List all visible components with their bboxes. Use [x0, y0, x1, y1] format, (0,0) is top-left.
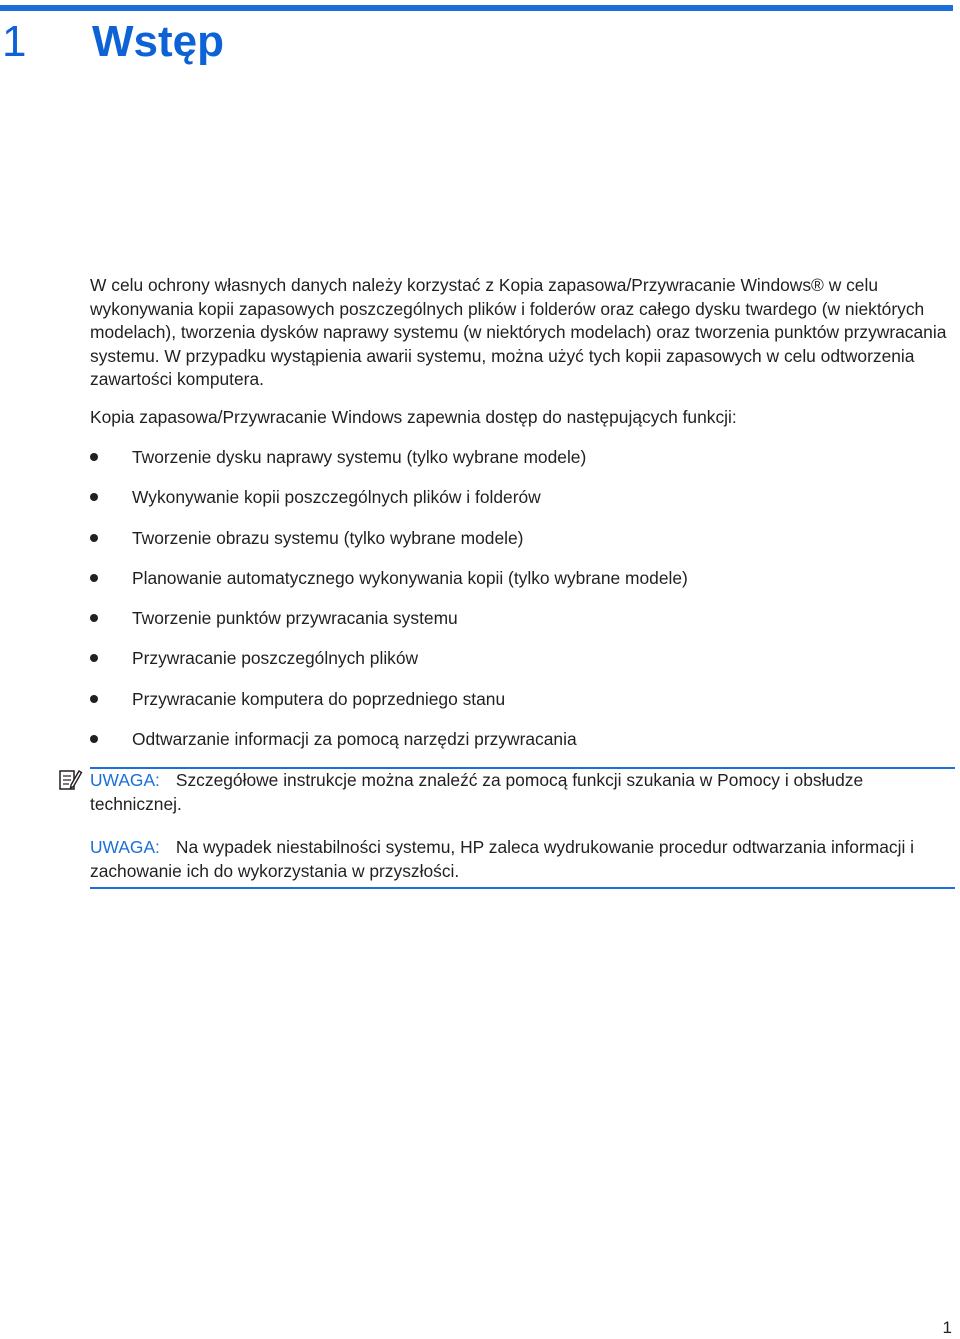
chapter-title: Wstęp	[92, 17, 224, 66]
list-item	[90, 558, 955, 598]
bullet-icon	[90, 735, 98, 743]
note-label: UWAGA:	[90, 837, 160, 858]
chapter-number: 1	[2, 17, 27, 66]
page-content	[90, 274, 955, 889]
list-item	[90, 437, 955, 477]
list-item-text: Tworzenie dysku naprawy systemu (tylko wybrane modele)	[132, 447, 587, 467]
chapter-heading	[0, 12, 224, 72]
list-item	[90, 638, 955, 678]
list-item	[90, 518, 955, 558]
list-item	[90, 477, 955, 517]
list-item-text: Tworzenie obrazu systemu (tylko wybrane modele)	[132, 527, 524, 548]
feature-list	[90, 437, 955, 759]
list-item-text: Tworzenie punktów przywracania systemu	[132, 608, 458, 629]
list-item	[90, 719, 955, 759]
list-item-text: Odtwarzanie informacji za pomocą narzędzi przywracania	[132, 729, 577, 750]
list-item-text: Planowanie automatycznego wykonywania kopii (tylko wybrane modele)	[132, 567, 688, 588]
bullet-icon	[90, 493, 98, 501]
note-text: Szczegółowe instrukcje można znaleźć za pomocą funkcji szukania w Pomocy i obsłudze technicznej.	[90, 770, 864, 814]
bullet-icon	[90, 453, 98, 461]
list-item-text: Przywracanie komputera do poprzedniego stanu	[132, 688, 506, 709]
bullet-icon	[90, 534, 98, 542]
note-box	[90, 836, 955, 889]
list-item-text: Wykonywanie kopii poszczególnych plików i folderów	[132, 487, 541, 508]
note-text: Na wypadek niestabilności systemu, HP zaleca wydrukowanie procedur odtwarzania informacji i zachowanie ich do wykorzystania w przyszłości.	[90, 837, 915, 881]
note-box	[90, 767, 955, 820]
list-item-text: Przywracanie poszczególnych plików	[132, 648, 419, 669]
top-rule	[0, 5, 953, 11]
bullet-icon	[90, 654, 98, 662]
intro-paragraph: W celu ochrony własnych danych należy korzystać z Kopia zapasowa/Przywracanie Windows® w celu wykonywania kopii zapasowych poszczególnych plików i folderów oraz całego dysku twardego (w niektórych modelach), tworzenia dysków naprawy systemu (w niektórych modelach) oraz tworzenia punktów przywracania systemu. W przypadku wystąpienia awarii systemu, można użyć tych kopii zapasowych w celu odtworzenia zawartości komputera.	[90, 275, 947, 389]
list-item	[90, 679, 955, 719]
page-number: 1	[942, 1318, 952, 1337]
list-item	[90, 598, 955, 638]
note-icon	[57, 767, 83, 793]
bullet-icon	[90, 695, 98, 703]
features-intro-paragraph: Kopia zapasowa/Przywracanie Windows zapewnia dostęp do następujących funkcji:	[90, 406, 737, 427]
note-label: UWAGA:	[90, 770, 160, 791]
bullet-icon	[90, 614, 98, 622]
bullet-icon	[90, 574, 98, 582]
